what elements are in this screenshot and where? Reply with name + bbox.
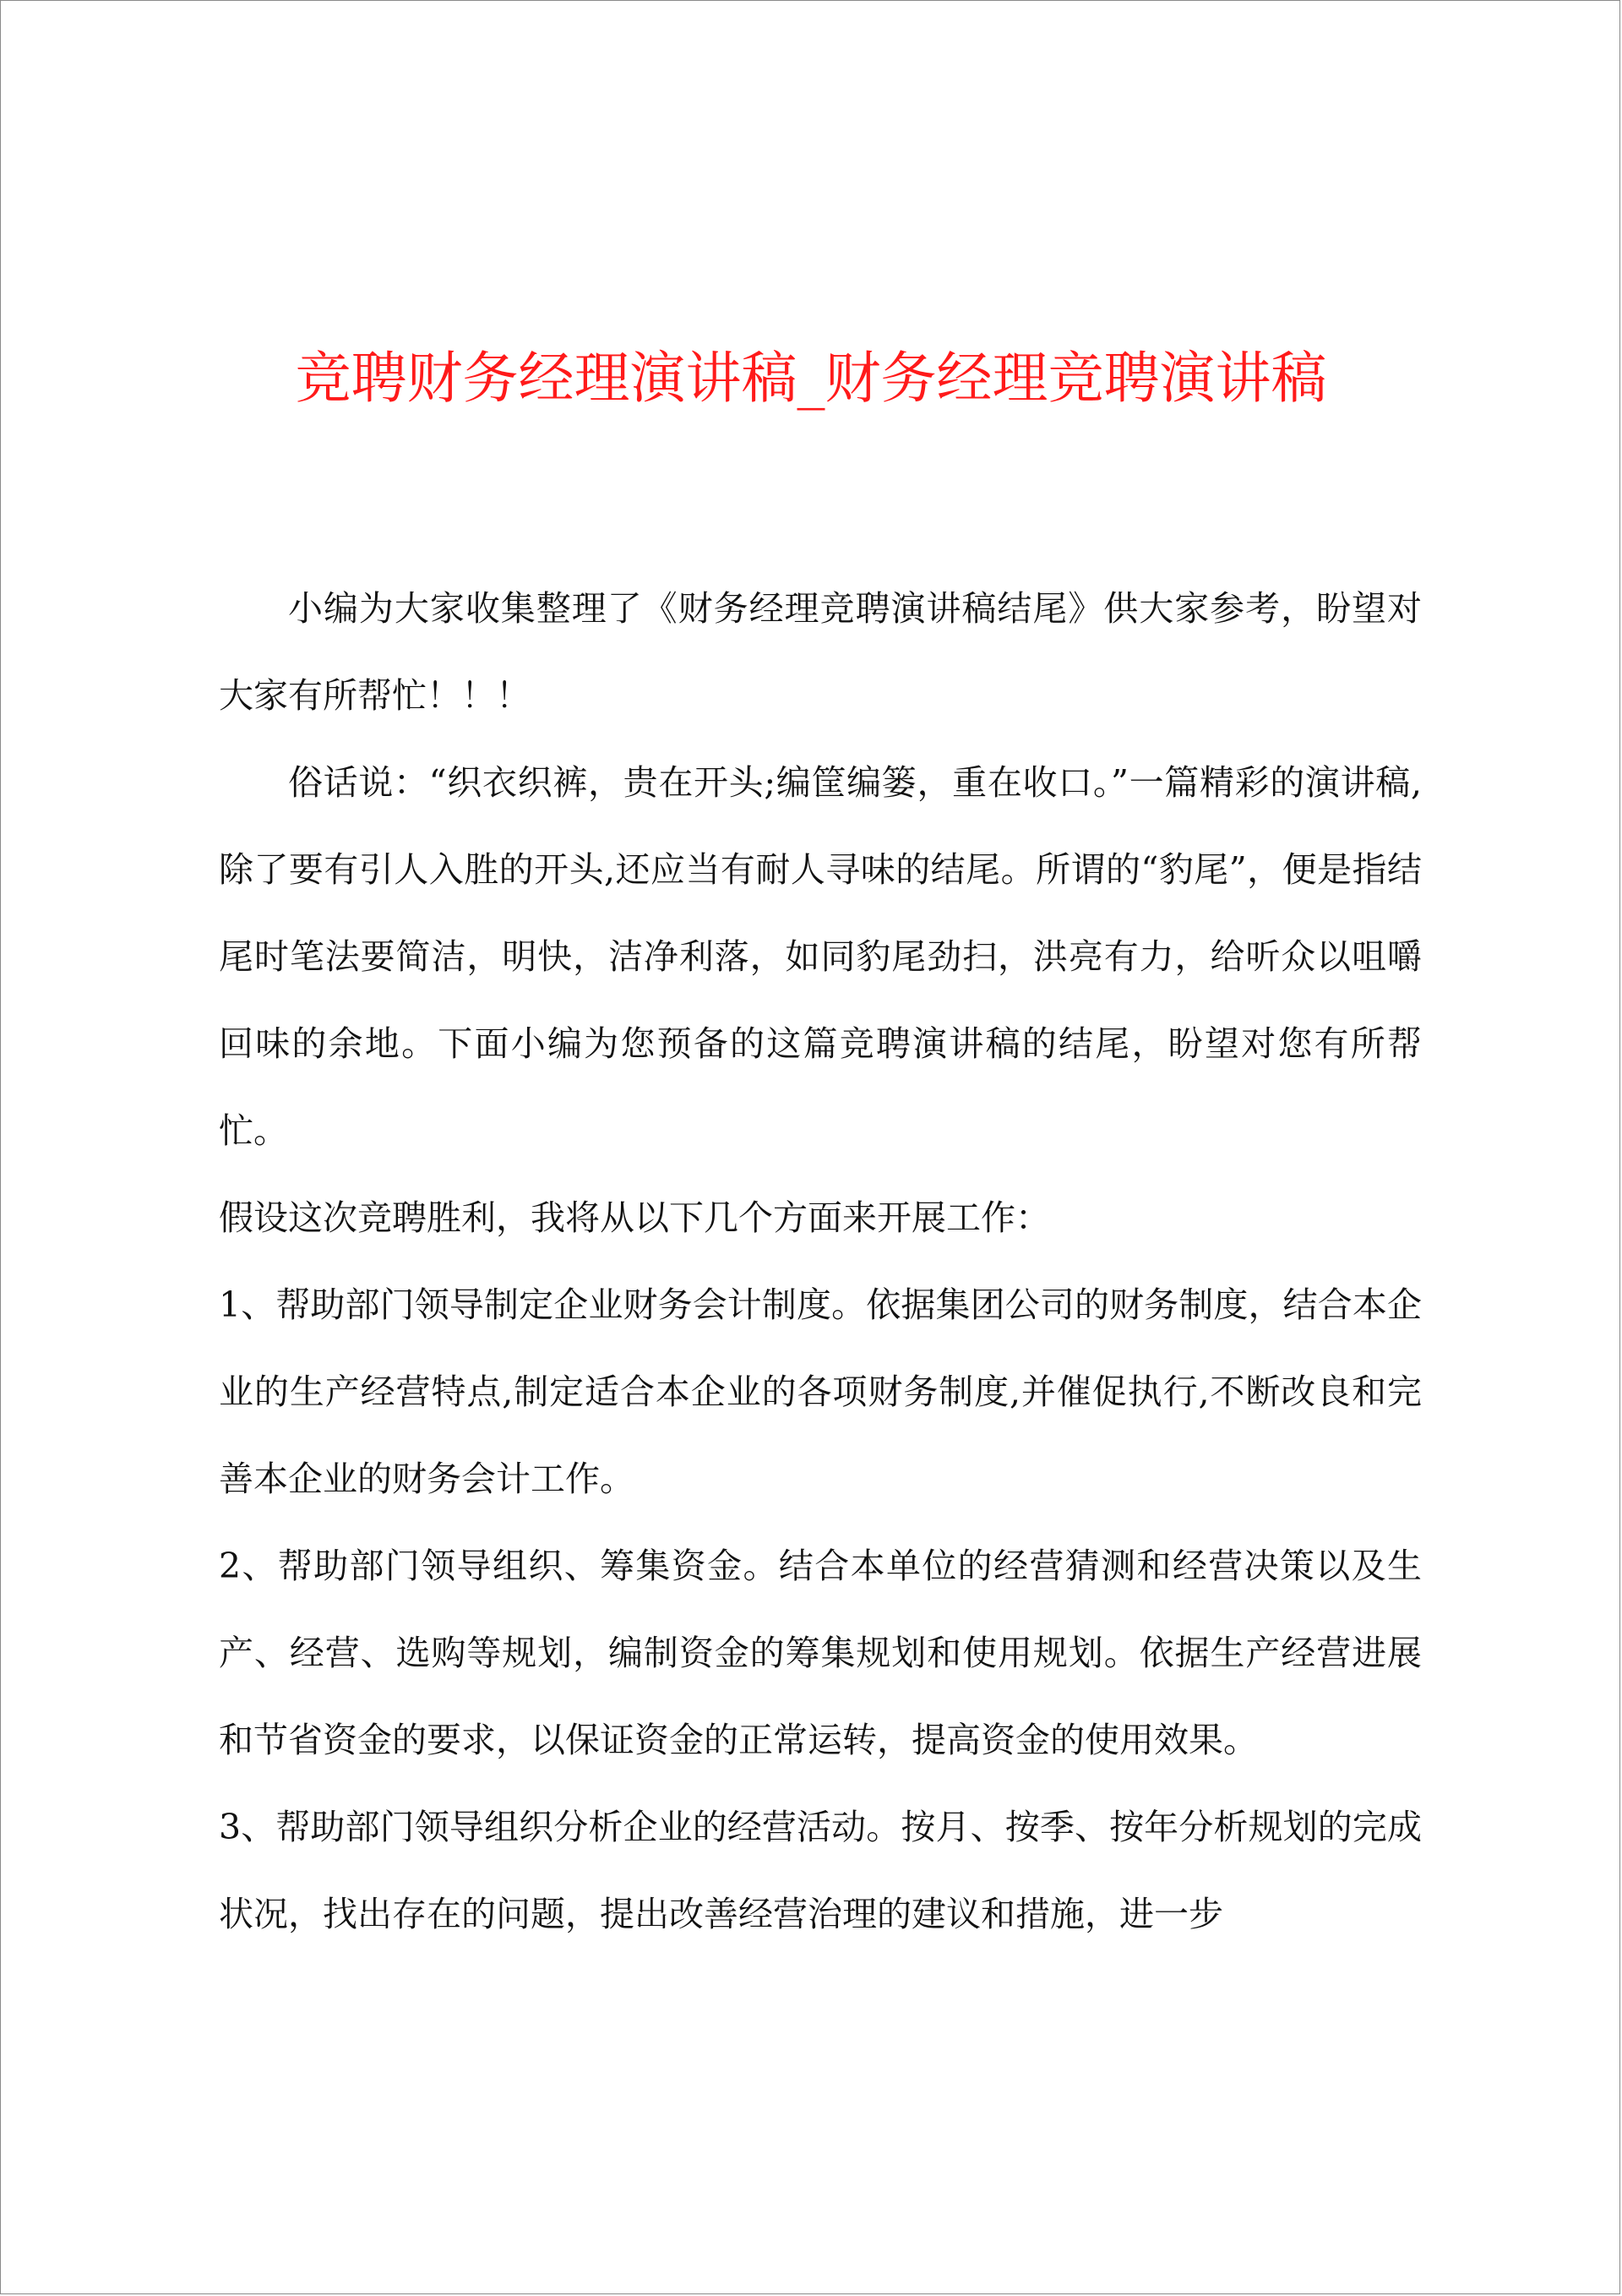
document-title: 竞聘财务经理演讲稿_财务经理竞聘演讲稿 xyxy=(295,346,1327,411)
paragraph-item-1: 1、帮助部门领导制定企业财务会计制度。依据集团公司的财务制度，结合本企业的生产经营特点,制定适合本企业的各项财务制度,并催促执行,不断改良和完善本企业的财务会计工作。 xyxy=(219,1284,1422,1499)
paragraph-item-2: 2、帮助部门领导组织、筹集资金。结合本单位的经营猜测和经营决策以及生产、经营、选购等规划，编制资金的筹集规划和使用规划。依据生产经营进展和节省资金的要求，以保证资金的正常运转，提高资金的使用效果。 xyxy=(219,1546,1422,1760)
paragraph-proverb: 俗话说：“织衣织裤，贵在开头;编筐编篓，重在收口。”一篇精彩的演讲稿,除了要有引人入胜的开头,还应当有耐人寻味的结尾。所谓的“豹尾”，便是指结尾时笔法要简洁，明快，洁净利落，如同豹尾劲扫，洪亮有力，给听众以咀嚼回味的余地。下面小编为您预备的这篇竞聘演讲稿的结尾，盼望对您有所帮忙。 xyxy=(219,762,1422,1151)
document-body xyxy=(219,565,1422,1958)
paragraph-plan-intro: 假设这次竞聘胜利，我将从以下几个方面来开展工作： xyxy=(219,1197,1050,1238)
paragraph-item-3: 3、帮助部门领导组织分析企业的经营活动。按月、按季、按年分析规划的完成状况，找出存在的问题，提出改善经营治理的建议和措施，进一步 xyxy=(219,1807,1422,1934)
paragraph-intro: 小编为大家收集整理了《财务经理竞聘演讲稿结尾》供大家参考，盼望对大家有所帮忙！！！ xyxy=(219,588,1422,716)
